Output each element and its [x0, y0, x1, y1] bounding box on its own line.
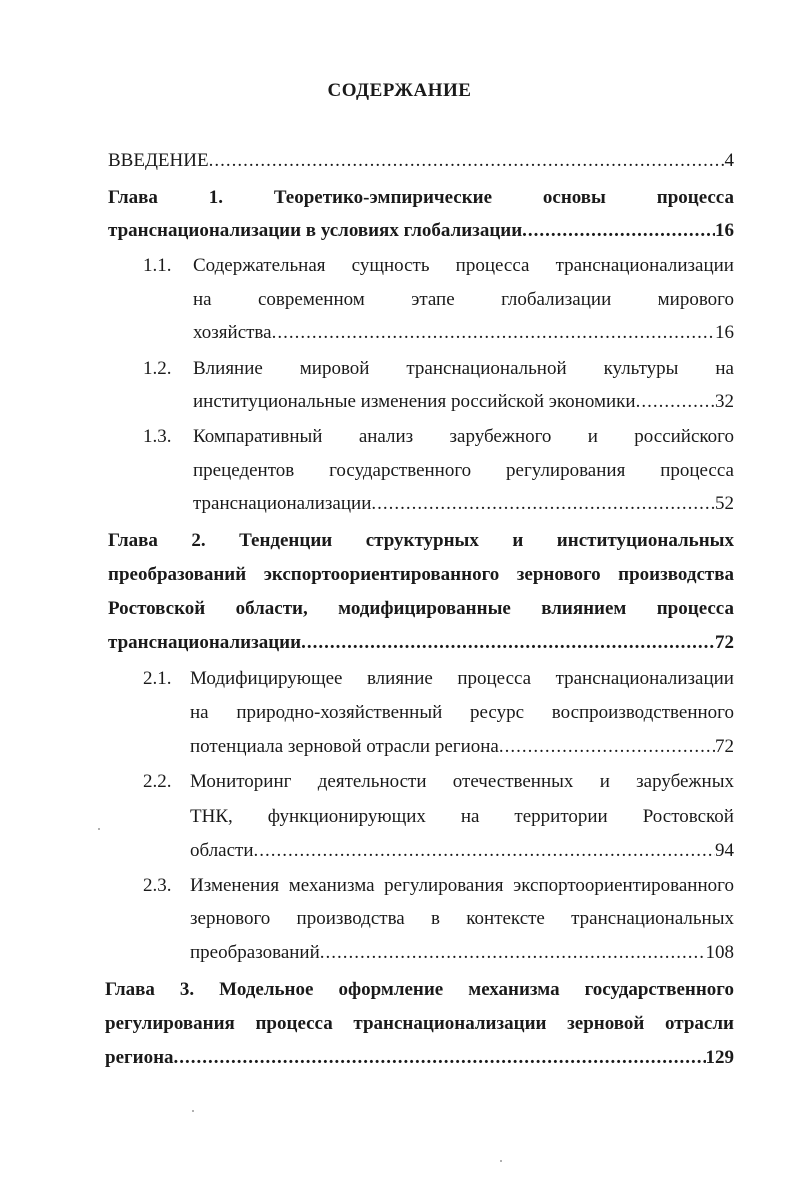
word: Теоретико-эмпирические [273, 187, 493, 208]
section-number: 1.3. [143, 426, 172, 447]
toc-label: транснационализации [108, 632, 302, 653]
section-2-3-line-1 [190, 873, 734, 899]
word: Тенденции [239, 530, 333, 551]
leader-dots [272, 320, 715, 346]
toc-entry-intro [108, 148, 734, 174]
word: регулирования [384, 875, 504, 896]
word: основы [542, 187, 606, 208]
word: зернового [516, 564, 601, 585]
toc-page: 16 [715, 322, 734, 343]
word: деятельности [317, 771, 427, 792]
word: влияние [366, 668, 433, 689]
word: 1. [208, 187, 223, 208]
word: зерновой [567, 1013, 645, 1034]
section-number: 1.1. [143, 255, 172, 276]
leader-dots [254, 838, 715, 864]
toc-page: 4 [724, 150, 734, 171]
section-1-1-line-2 [193, 287, 734, 313]
toc-page: 32 [715, 391, 734, 412]
section-2-1-line-2 [190, 700, 734, 726]
word: преобразований [108, 564, 247, 585]
word: экспортоориентированного [513, 875, 734, 896]
toc-label: преобразований [190, 942, 320, 963]
word: ТНК, [190, 806, 233, 827]
word: области, [235, 598, 308, 619]
word: Влияние [193, 358, 263, 379]
chapter-2-title-line-3 [108, 596, 734, 622]
word: транснационализации [353, 1013, 547, 1034]
section-2-1-line-3 [190, 734, 734, 760]
word: процесса [455, 255, 530, 276]
word: анализ [358, 426, 414, 447]
word: Глава [105, 979, 155, 1000]
word: оформление [338, 979, 444, 1000]
word: отрасли [665, 1013, 734, 1034]
toc-page: 129 [705, 1047, 734, 1068]
word: 3. [179, 979, 195, 1000]
section-1-2-line-2 [193, 389, 734, 415]
word: регулирования [506, 460, 626, 481]
section-number: 2.3. [143, 875, 172, 896]
chapter-3-title-line-3 [105, 1045, 734, 1071]
word: Ростовской [642, 806, 734, 827]
section-2-1-line-1 [190, 666, 734, 692]
section-number: 1.2. [143, 358, 172, 379]
word: государственного [584, 979, 734, 1000]
toc-label: потенциала зерновой отрасли региона [190, 736, 499, 757]
chapter-1-title-line-2 [108, 218, 734, 244]
word: влиянием [541, 598, 627, 619]
toc-label: транснационализации в условиях глобализации [108, 220, 523, 241]
toc-label: ВВЕДЕНИЕ [108, 150, 209, 171]
word: транснационализации [555, 255, 734, 276]
word: природно-хозяйственный [236, 702, 443, 723]
word: и [587, 426, 598, 447]
section-1-3-line-2 [193, 458, 734, 484]
leader-dots [522, 218, 715, 244]
word: воспроизводственного [551, 702, 734, 723]
section-1-3-line-1 [193, 424, 734, 450]
word: сущность [351, 255, 430, 276]
chapter-2-title-line-2 [108, 562, 734, 588]
word: этапе [411, 289, 455, 310]
word: мирового [657, 289, 734, 310]
word: российского [634, 426, 734, 447]
word: экспортоориентированного [263, 564, 500, 585]
section-2-3-line-3 [190, 940, 734, 966]
leader-dots [209, 148, 725, 174]
leader-dots [320, 940, 706, 966]
word: структурных [365, 530, 479, 551]
toc-page: 94 [715, 840, 734, 861]
chapter-3-title-line-1 [105, 977, 734, 1003]
word: процесса [255, 1013, 333, 1034]
chapter-1-title-line-1 [108, 185, 734, 211]
word: Компаративный [193, 426, 323, 447]
word: и [512, 530, 524, 551]
toc-page: 108 [705, 942, 734, 963]
toc-page: 16 [715, 220, 734, 241]
word: транснационализации [555, 668, 734, 689]
word: зарубежных [636, 771, 734, 792]
word: на [715, 358, 734, 379]
word: государственного [329, 460, 472, 481]
word: Изменения [190, 875, 280, 896]
toc-label: институциональные изменения российской экономики [193, 391, 636, 412]
word: производства [618, 564, 734, 585]
word: и [599, 771, 610, 792]
toc-label: области [190, 840, 254, 861]
chapter-2-title-line-1 [108, 528, 734, 554]
scan-speck [500, 1160, 502, 1162]
word: Ростовской [108, 598, 206, 619]
word: механизма [288, 875, 375, 896]
toc-page: 72 [715, 736, 734, 757]
word: Глава [108, 187, 158, 208]
word: Модельное [219, 979, 314, 1000]
word: контексте [466, 908, 545, 929]
scan-speck [98, 828, 100, 830]
word: Содержательная [193, 255, 326, 276]
page-title: СОДЕРЖАНИЕ [327, 80, 472, 101]
word: Мониторинг [190, 771, 292, 792]
word: процесса [660, 460, 734, 481]
word: отечественных [452, 771, 574, 792]
section-2-3-line-2 [190, 906, 734, 932]
section-1-3-line-3 [193, 491, 734, 517]
word: на [460, 806, 480, 827]
word: ресурс [470, 702, 525, 723]
toc-page: 52 [715, 493, 734, 514]
word: на [193, 289, 212, 310]
scan-speck [192, 1110, 194, 1112]
word: зарубежного [449, 426, 552, 447]
leader-dots [371, 491, 715, 517]
section-number: 2.2. [143, 771, 172, 792]
leader-dots [174, 1045, 706, 1071]
toc-label: транснационализации [193, 493, 372, 514]
section-number: 2.1. [143, 668, 172, 689]
word: модифицированные [338, 598, 511, 619]
word: институциональных [556, 530, 734, 551]
section-1-2-line-1 [193, 356, 734, 382]
word: зернового [190, 908, 271, 929]
section-2-2-line-1 [190, 769, 734, 795]
word: мировой [299, 358, 370, 379]
word: культуры [603, 358, 679, 379]
word: транснациональных [571, 908, 734, 929]
toc-label: хозяйства [193, 322, 272, 343]
word: процесса [656, 187, 734, 208]
chapter-2-title-line-4 [108, 630, 734, 656]
section-1-1-line-3 [193, 320, 734, 346]
word: процесса [656, 598, 734, 619]
word: процесса [457, 668, 532, 689]
word: на [190, 702, 209, 723]
chapter-3-title-line-2 [105, 1011, 734, 1037]
leader-dots [636, 389, 715, 415]
word: функционирующих [267, 806, 426, 827]
word: в [431, 908, 440, 929]
section-1-1-line-1 [193, 253, 734, 279]
word: 2. [191, 530, 206, 551]
word: прецедентов [193, 460, 295, 481]
leader-dots [301, 630, 715, 656]
word: регулирования [105, 1013, 235, 1034]
toc-page: 72 [715, 632, 734, 653]
section-2-2-line-3 [190, 838, 734, 864]
word: современном [258, 289, 365, 310]
word: Модифицирующее [190, 668, 343, 689]
word: производства [296, 908, 405, 929]
section-2-2-line-2 [190, 804, 734, 830]
word: транснациональной [406, 358, 567, 379]
word: глобализации [501, 289, 612, 310]
word: механизма [468, 979, 560, 1000]
word: территории [514, 806, 608, 827]
toc-label: региона [105, 1047, 174, 1068]
word: Глава [108, 530, 158, 551]
leader-dots [499, 734, 715, 760]
